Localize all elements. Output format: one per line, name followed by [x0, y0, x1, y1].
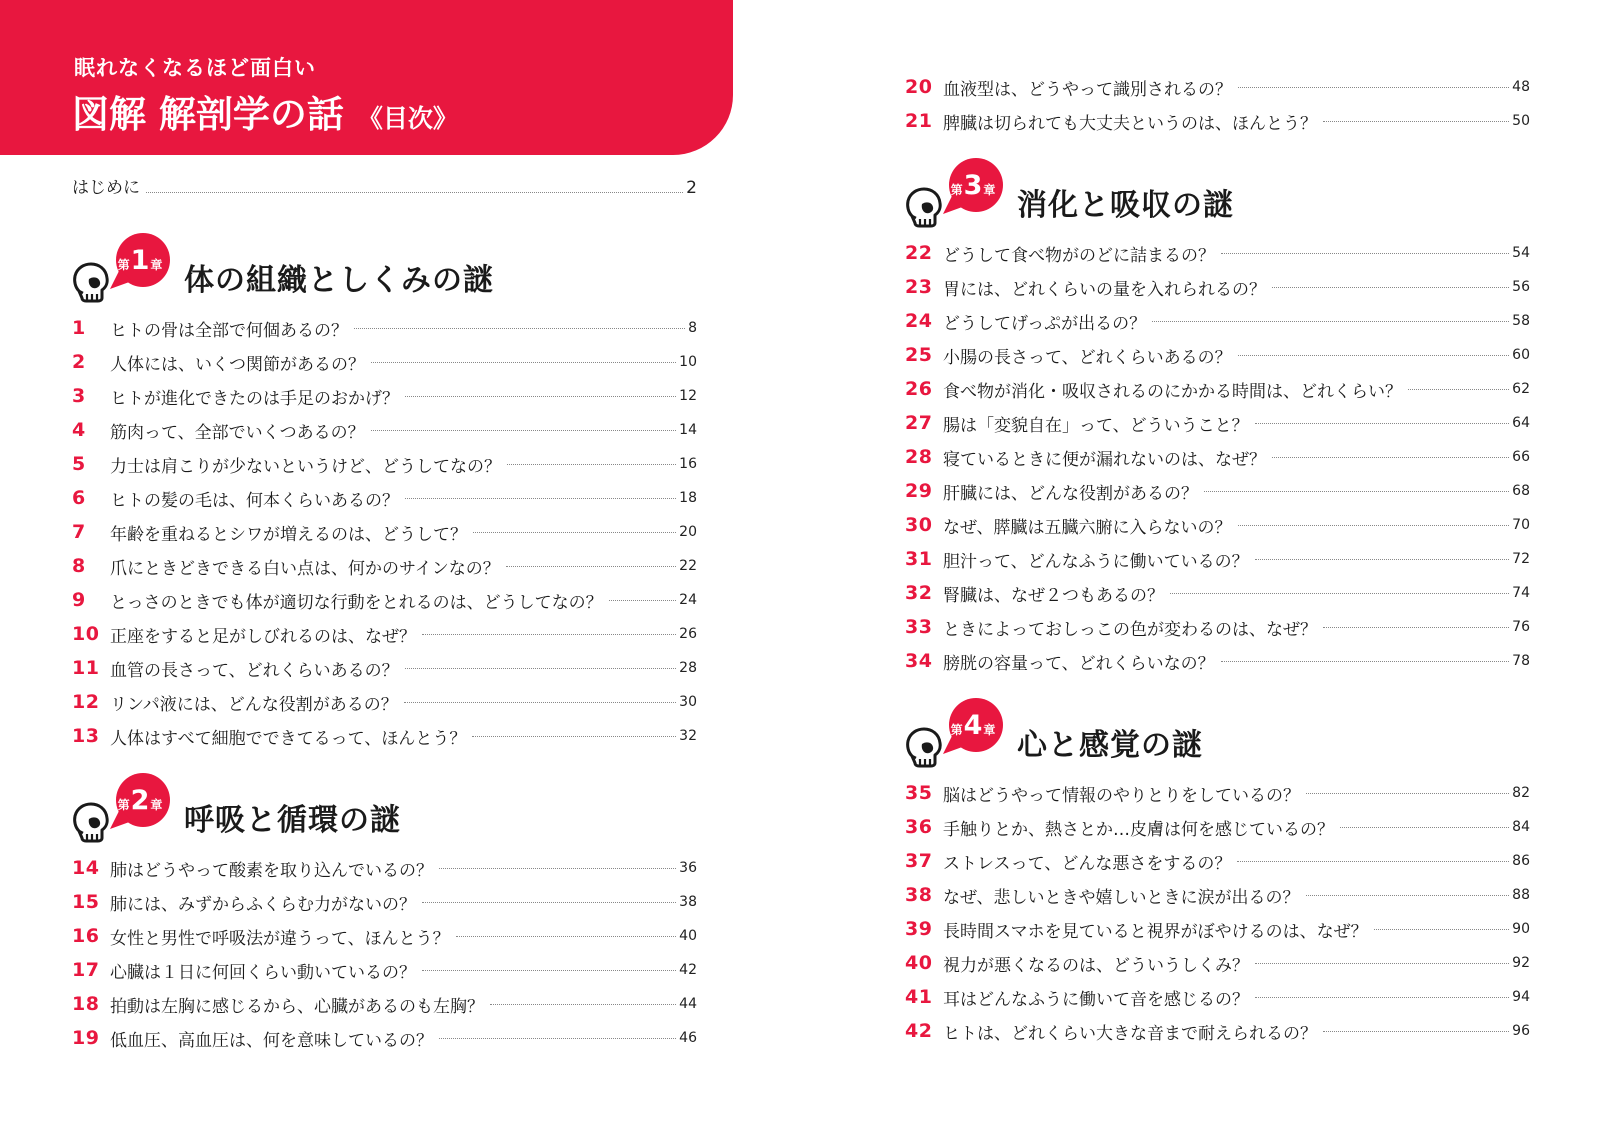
dot-leader — [1255, 963, 1509, 964]
entry-page: 16 — [679, 456, 697, 472]
entry-number: 16 — [72, 925, 100, 947]
entry-question: 肝臓には、どんな役割があるの？ — [943, 483, 1198, 504]
dot-leader — [456, 936, 677, 937]
entry-question: 視力が悪くなるのは、どういうしくみ？ — [943, 955, 1249, 976]
chapter-prefix: 第 — [950, 723, 963, 737]
chapter-badge — [941, 696, 1005, 760]
dot-leader — [439, 1038, 676, 1039]
toc-entry[interactable] — [905, 474, 1530, 508]
dot-leader — [146, 192, 683, 193]
entry-number: 17 — [72, 959, 100, 981]
dot-leader — [404, 702, 676, 703]
entry-number: 8 — [72, 555, 86, 577]
entry-question: 胆汁って、どんなふうに働いているの？ — [943, 551, 1249, 572]
dot-leader — [422, 970, 676, 971]
chapter-header — [905, 692, 1530, 770]
chapter-header — [72, 767, 697, 845]
entry-number: 35 — [905, 782, 933, 804]
entry-number: 2 — [72, 351, 86, 373]
entry-page: 82 — [1512, 785, 1530, 801]
entry-page: 84 — [1512, 819, 1530, 835]
entry-number: 38 — [905, 884, 933, 906]
chapter-suffix: 章 — [150, 798, 163, 812]
dot-leader — [405, 668, 677, 669]
entry-page: 64 — [1512, 415, 1530, 431]
entry-page: 54 — [1512, 245, 1530, 261]
entry-page: 86 — [1512, 853, 1530, 869]
toc-entry[interactable] — [905, 270, 1530, 304]
entry-number: 37 — [905, 850, 933, 872]
entry-question: ときによっておしっこの色が変わるのは、なぜ？ — [943, 619, 1317, 640]
entry-question: なぜ、悲しいときや嬉しいときに涙が出るの？ — [943, 887, 1300, 908]
entry-number: 13 — [72, 725, 100, 747]
entry-number: 4 — [72, 419, 86, 441]
entry-question: 膀胱の容量って、どれくらいなの？ — [943, 653, 1215, 674]
dot-leader — [371, 362, 676, 363]
entry-page: 66 — [1512, 449, 1530, 465]
entry-number: 31 — [905, 548, 933, 570]
entry-question: 肺はどうやって酸素を取り込んでいるの？ — [110, 860, 433, 881]
entry-page: 22 — [679, 558, 697, 574]
entry-question: 血液型は、どうやって識別されるの？ — [943, 79, 1232, 100]
dot-leader — [1272, 287, 1509, 288]
entry-question: 肺には、みずからふくらむ力がないの？ — [110, 894, 416, 915]
dot-leader — [422, 634, 676, 635]
toc-right-column — [905, 70, 1530, 1048]
entry-number: 40 — [905, 952, 933, 974]
toc-entry[interactable] — [905, 810, 1530, 844]
entry-page: 38 — [679, 894, 697, 910]
toc-entry[interactable] — [905, 946, 1530, 980]
entry-number: 1 — [72, 317, 86, 339]
entry-page: 10 — [679, 354, 697, 370]
toc-entry[interactable] — [72, 885, 697, 919]
toc-entry[interactable] — [72, 549, 697, 583]
entry-number: 3 — [72, 385, 86, 407]
entry-question: 腎臓は、なぜ２つもあるの？ — [943, 585, 1164, 606]
entry-number: 29 — [905, 480, 933, 502]
dot-leader — [422, 902, 676, 903]
toc-entry[interactable] — [905, 610, 1530, 644]
entry-question: ヒトの骨は全部で何個あるの？ — [110, 320, 348, 341]
dot-leader — [1152, 321, 1509, 322]
entry-number: 6 — [72, 487, 86, 509]
entry-question: 人体には、いくつ関節があるの？ — [110, 354, 365, 375]
dot-leader — [405, 498, 676, 499]
entry-page: 40 — [679, 928, 697, 944]
entry-number: 32 — [905, 582, 933, 604]
entry-number: 11 — [72, 657, 100, 679]
dot-leader — [609, 600, 677, 601]
toc-entry[interactable] — [72, 685, 697, 719]
chapter-badge — [941, 156, 1005, 220]
toc-entry[interactable] — [905, 236, 1530, 270]
chapter-number: 3 — [963, 170, 983, 201]
dot-leader — [1255, 997, 1509, 998]
dot-leader — [1221, 661, 1510, 662]
dot-leader — [1238, 355, 1510, 356]
chapter-number: 1 — [130, 245, 150, 276]
entry-number: 9 — [72, 589, 86, 611]
chapter-suffix: 章 — [983, 183, 996, 197]
toc-entry[interactable] — [72, 953, 697, 987]
entry-question: ヒトは、どれくらい大きな音まで耐えられるの？ — [943, 1023, 1317, 1044]
entry-page: 76 — [1512, 619, 1530, 635]
entry-question: 手触りとか、熱さとか…皮膚は何を感じているの？ — [943, 819, 1334, 840]
entry-page: 74 — [1512, 585, 1530, 601]
entry-number: 36 — [905, 816, 933, 838]
dot-leader — [507, 464, 676, 465]
entry-question: 胃には、どれくらいの量を入れられるの？ — [943, 279, 1266, 300]
toc-entry[interactable] — [72, 851, 697, 885]
dot-leader — [371, 430, 677, 431]
toc-entry[interactable] — [905, 1014, 1530, 1048]
entry-page: 32 — [679, 728, 697, 744]
entry-question: 力士は肩こりが少ないというけど、どうしてなの？ — [110, 456, 501, 477]
entry-page: 62 — [1512, 381, 1530, 397]
toc-entry[interactable] — [72, 583, 697, 617]
entry-page: 70 — [1512, 517, 1530, 533]
toc-entry[interactable] — [905, 508, 1530, 542]
dot-leader — [1255, 423, 1510, 424]
entry-question: 血管の長さって、どれくらいあるの？ — [110, 660, 399, 681]
entry-question: どうしてげっぷが出るの？ — [943, 313, 1147, 334]
entry-number: 5 — [72, 453, 86, 475]
entry-number: 7 — [72, 521, 86, 543]
entry-question: 長時間スマホを見ていると視界がぼやけるのは、なぜ？ — [943, 921, 1368, 942]
toc-entry[interactable] — [905, 912, 1530, 946]
toc-entry[interactable] — [905, 304, 1530, 338]
chapter-title: 心と感覚の謎 — [1017, 728, 1203, 763]
entry-number: 25 — [905, 344, 933, 366]
entry-page: 90 — [1512, 921, 1530, 937]
dot-leader — [1323, 121, 1509, 122]
entry-question: 心臓は１日に何回くらい動いているの？ — [110, 962, 416, 983]
book-title-text: 図解 解剖学の話 — [72, 93, 344, 136]
chapter-badge-label — [108, 785, 172, 816]
entry-question: とっさのときでも体が適切な行動をとれるのは、どうしてなの？ — [110, 592, 603, 613]
entry-number: 27 — [905, 412, 933, 434]
chapter-prefix: 第 — [950, 183, 963, 197]
dot-leader — [354, 328, 685, 329]
toc-entry[interactable] — [905, 406, 1530, 440]
toc-entry[interactable] — [905, 104, 1530, 138]
entry-number: 10 — [72, 623, 100, 645]
entry-number: 18 — [72, 993, 100, 1015]
skull-icon — [905, 186, 943, 228]
entry-number: 26 — [905, 378, 933, 400]
skull-icon — [72, 801, 110, 843]
entry-page: 30 — [679, 694, 697, 710]
entry-page: 92 — [1512, 955, 1530, 971]
entry-number: 21 — [905, 110, 933, 132]
dot-leader — [1238, 525, 1510, 526]
toc-entry[interactable] — [905, 338, 1530, 372]
entry-page: 28 — [679, 660, 697, 676]
entry-question: 女性と男性で呼吸法が違うって、ほんとう？ — [110, 928, 450, 949]
skull-icon — [72, 261, 110, 303]
dot-leader — [472, 736, 676, 737]
toc-entry[interactable] — [72, 413, 697, 447]
chapter-suffix: 章 — [983, 723, 996, 737]
entry-question: 爪にときどきできる白い点は、何かのサインなの？ — [110, 558, 500, 579]
toc-entry[interactable] — [905, 576, 1530, 610]
book-title — [72, 84, 458, 138]
chapter-header — [72, 227, 697, 305]
entry-number: 28 — [905, 446, 933, 468]
entry-page: 94 — [1512, 989, 1530, 1005]
entry-question: 年齢を重ねるとシワが増えるのは、どうして？ — [110, 524, 467, 545]
dot-leader — [490, 1004, 676, 1005]
entry-number: 34 — [905, 650, 933, 672]
toc-entry[interactable] — [72, 987, 697, 1021]
entry-number: 20 — [905, 76, 933, 98]
entry-question: 人体はすべて細胞でできてるって、ほんとう？ — [110, 728, 467, 749]
dot-leader — [1306, 793, 1509, 794]
toc-entry[interactable] — [905, 878, 1530, 912]
entry-question: 脾臓は切られても大丈夫というのは、ほんとう？ — [943, 113, 1317, 134]
entry-question: 筋肉って、全部でいくつあるの？ — [110, 422, 365, 443]
dot-leader — [1170, 593, 1509, 594]
entry-question: ヒトの髪の毛は、何本くらいあるの？ — [110, 490, 399, 511]
entry-page: 56 — [1512, 279, 1530, 295]
toc-entry[interactable] — [72, 481, 697, 515]
toc-entry[interactable] — [905, 542, 1530, 576]
toc-entry[interactable] — [72, 617, 697, 651]
chapter-badge — [108, 231, 172, 295]
chapter-number: 4 — [963, 710, 983, 741]
chapter-header — [905, 152, 1530, 230]
entry-question: 小腸の長さって、どれくらいあるの？ — [943, 347, 1232, 368]
entry-question: 耳はどんなふうに働いて音を感じるの？ — [943, 989, 1249, 1010]
entry-page: 72 — [1512, 551, 1530, 567]
dot-leader — [1374, 929, 1510, 930]
entry-page: 20 — [679, 524, 697, 540]
chapter-title: 消化と吸収の謎 — [1017, 188, 1234, 223]
entry-page: 44 — [679, 996, 697, 1012]
skull-icon — [905, 726, 943, 768]
entry-page: 60 — [1512, 347, 1530, 363]
entry-question: 食べ物が消化・吸収されるのにかかる時間は、どれくらい？ — [943, 381, 1402, 402]
entry-page: 18 — [679, 490, 697, 506]
entry-number: 19 — [72, 1027, 100, 1049]
toc-entry[interactable] — [905, 440, 1530, 474]
dot-leader — [1255, 559, 1510, 560]
entry-page: 50 — [1512, 113, 1530, 129]
chapter-title: 体の組織としくみの謎 — [184, 263, 494, 298]
book-subtitle: 眠れなくなるほど面白い — [74, 56, 316, 80]
chapter-prefix: 第 — [117, 798, 130, 812]
toc-entry[interactable] — [72, 515, 697, 549]
entry-page: 42 — [679, 962, 697, 978]
entry-number: 41 — [905, 986, 933, 1008]
chapter-title: 呼吸と循環の謎 — [184, 803, 401, 838]
dot-leader — [1408, 389, 1509, 390]
entry-number: 14 — [72, 857, 100, 879]
dot-leader — [405, 396, 676, 397]
entry-page: 88 — [1512, 887, 1530, 903]
dot-leader — [1323, 627, 1509, 628]
chapter-badge — [108, 771, 172, 835]
dot-leader — [1204, 491, 1509, 492]
entry-page: 46 — [679, 1030, 697, 1046]
entry-number: 22 — [905, 242, 933, 264]
entry-page: 26 — [679, 626, 697, 642]
chapter-badge-label — [941, 710, 1005, 741]
entry-question: 拍動は左胸に感じるから、心臓があるのも左胸？ — [110, 996, 484, 1017]
toc-left-column — [72, 170, 697, 1055]
dot-leader — [1272, 457, 1509, 458]
entry-page: 48 — [1512, 79, 1530, 95]
dot-leader — [1323, 1031, 1509, 1032]
toc-entry[interactable] — [72, 919, 697, 953]
entry-question: 正座をすると足がしびれるのは、なぜ？ — [110, 626, 416, 647]
entry-question: なぜ、膵臓は五臓六腑に入らないの？ — [943, 517, 1232, 538]
entry-page: 8 — [688, 320, 697, 336]
entry-question: リンパ液には、どんな役割があるの？ — [110, 694, 398, 715]
toc-tag: 《目次》 — [357, 104, 458, 133]
toc-entry[interactable] — [72, 651, 697, 685]
entry-page: 68 — [1512, 483, 1530, 499]
toc-entry[interactable] — [72, 311, 697, 345]
toc-entry[interactable] — [905, 980, 1530, 1014]
toc-entry[interactable] — [905, 372, 1530, 406]
toc-entry[interactable] — [72, 1021, 697, 1055]
entry-number: 39 — [905, 918, 933, 940]
entry-question: 寝ているときに便が漏れないのは、なぜ？ — [943, 449, 1266, 470]
entry-question: 低血圧、高血圧は、何を意味しているの？ — [110, 1030, 433, 1051]
dot-leader — [473, 532, 676, 533]
dot-leader — [506, 566, 676, 567]
dot-leader — [439, 868, 676, 869]
chapter-prefix: 第 — [117, 258, 130, 272]
entry-page: 24 — [679, 592, 697, 608]
dot-leader — [1221, 253, 1509, 254]
toc-entry[interactable] — [72, 719, 697, 753]
dot-leader — [1306, 895, 1510, 896]
chapter-suffix: 章 — [150, 258, 163, 272]
chapter-number: 2 — [130, 785, 150, 816]
entry-question: どうして食べ物がのどに詰まるの？ — [943, 245, 1215, 266]
toc-entry[interactable] — [72, 447, 697, 481]
entry-number: 12 — [72, 691, 100, 713]
toc-entry[interactable] — [905, 70, 1530, 104]
intro-label: はじめに — [72, 178, 140, 198]
toc-entry[interactable] — [905, 644, 1530, 678]
entry-question: ヒトが進化できたのは手足のおかげ？ — [110, 388, 399, 409]
chapter-badge-label — [108, 245, 172, 276]
entry-question: 脳はどうやって情報のやりとりをしているの？ — [943, 785, 1300, 806]
dot-leader — [1340, 827, 1509, 828]
toc-intro-row[interactable] — [72, 173, 697, 213]
toc-entry[interactable] — [905, 776, 1530, 810]
toc-entry[interactable] — [72, 379, 697, 413]
entry-question: 腸は「変貌自在」って、どういうこと？ — [943, 415, 1249, 436]
entry-number: 15 — [72, 891, 100, 913]
toc-entry[interactable] — [905, 844, 1530, 878]
entry-page: 36 — [679, 860, 697, 876]
entry-number: 42 — [905, 1020, 933, 1042]
entry-number: 30 — [905, 514, 933, 536]
entry-number: 23 — [905, 276, 933, 298]
entry-page: 12 — [679, 388, 697, 404]
entry-number: 33 — [905, 616, 933, 638]
entry-number: 24 — [905, 310, 933, 332]
entry-question: ストレスって、どんな悪さをするの？ — [943, 853, 1232, 874]
toc-entry[interactable] — [72, 345, 697, 379]
entry-page: 78 — [1512, 653, 1530, 669]
dot-leader — [1238, 87, 1509, 88]
entry-page: 58 — [1512, 313, 1530, 329]
entry-page: 96 — [1512, 1023, 1530, 1039]
intro-page: 2 — [686, 178, 697, 198]
dot-leader — [1237, 861, 1509, 862]
chapter-badge-label — [941, 170, 1005, 201]
entry-page: 14 — [679, 422, 697, 438]
